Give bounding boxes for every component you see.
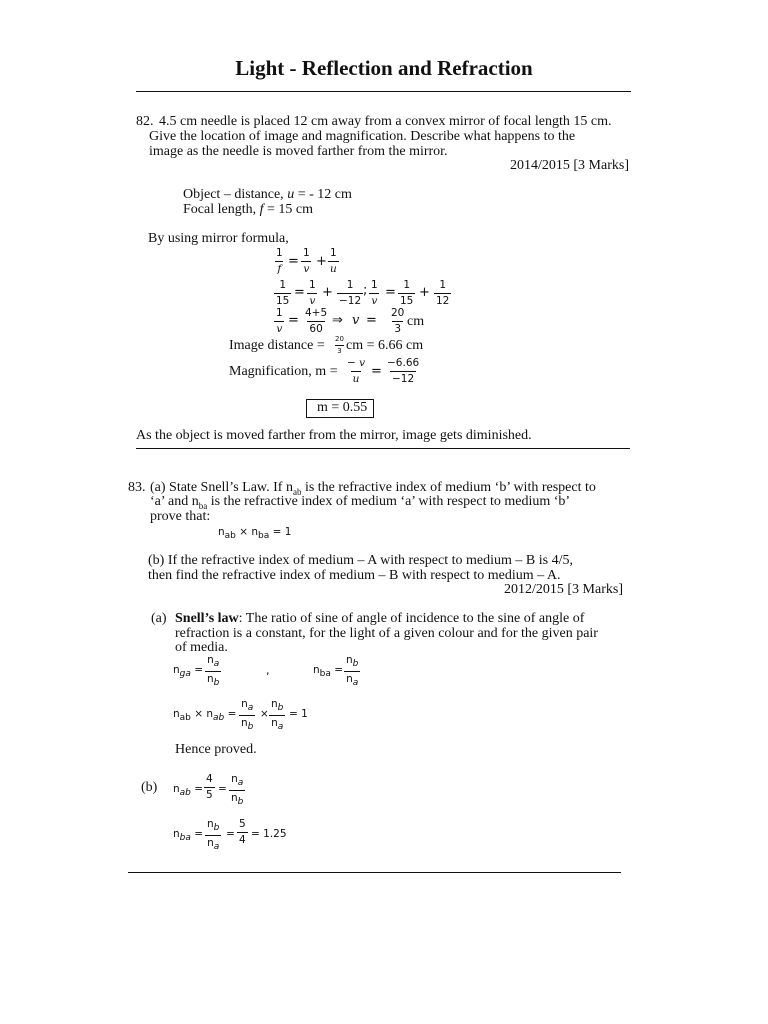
answer-a-label: (a): [151, 611, 167, 626]
q82-divider: [136, 448, 630, 449]
q83-line-1: (a) State Snell’s Law. If $n_{ab}$ is the refractive index of medium ‘b’ with respect to: [150, 480, 596, 497]
q82-line-1: 4.5 cm needle is placed 12 cm away from a convex mirror of focal length 15 cm.: [159, 114, 612, 129]
q83-part-b-line-2: then find the refractive index of medium – B with respect to medium – A.: [148, 568, 561, 583]
q83-number: 83.: [128, 480, 146, 495]
snells-law-line-3: of media.: [175, 640, 228, 655]
snells-law-line-2: refraction is a constant, for the light of a given colour and for the given pair: [175, 626, 598, 641]
focal-length: Focal length, f = 15 cm: [183, 202, 313, 217]
q82-line-3: image as the needle is moved farther from the mirror.: [149, 144, 448, 159]
prove-equation: $n_{ab} \times n_{ba} = 1$: [218, 526, 292, 542]
q82-number: 82.: [136, 114, 154, 129]
snells-law-line-1: Snell’s law: The ratio of sine of angle of incidence to the sine of angle of: [175, 611, 585, 626]
q82-source: 2014/2015 [3 Marks]: [510, 158, 629, 173]
q83-source: 2012/2015 [3 Marks]: [504, 582, 623, 597]
q83-line-3: prove that:: [150, 509, 211, 524]
answer-b-label: (b): [141, 780, 158, 795]
title-rule: [136, 91, 631, 92]
mirror-formula-intro: By using mirror formula,: [148, 231, 289, 246]
q83-part-b-line-1: (b) If the refractive index of medium – A with respect to medium – B is 4/5,: [148, 553, 573, 568]
page-title: Light - Reflection and Refraction: [235, 56, 533, 80]
q82-line-2: Give the location of image and magnification. Describe what happens to the: [149, 129, 576, 144]
object-distance: Object – distance, u = - 12 cm: [183, 187, 352, 202]
boxed-answer: m = 0.55: [306, 399, 374, 418]
q82-conclusion: As the object is moved farther from the mirror, image gets diminished.: [136, 428, 532, 443]
q83-line-2: ‘a’ and $n_{ba}$ is the refractive index of medium ‘a’ with respect to medium ‘b’: [150, 494, 571, 511]
bottom-divider: [128, 872, 621, 873]
hence-proved: Hence proved.: [175, 742, 257, 757]
